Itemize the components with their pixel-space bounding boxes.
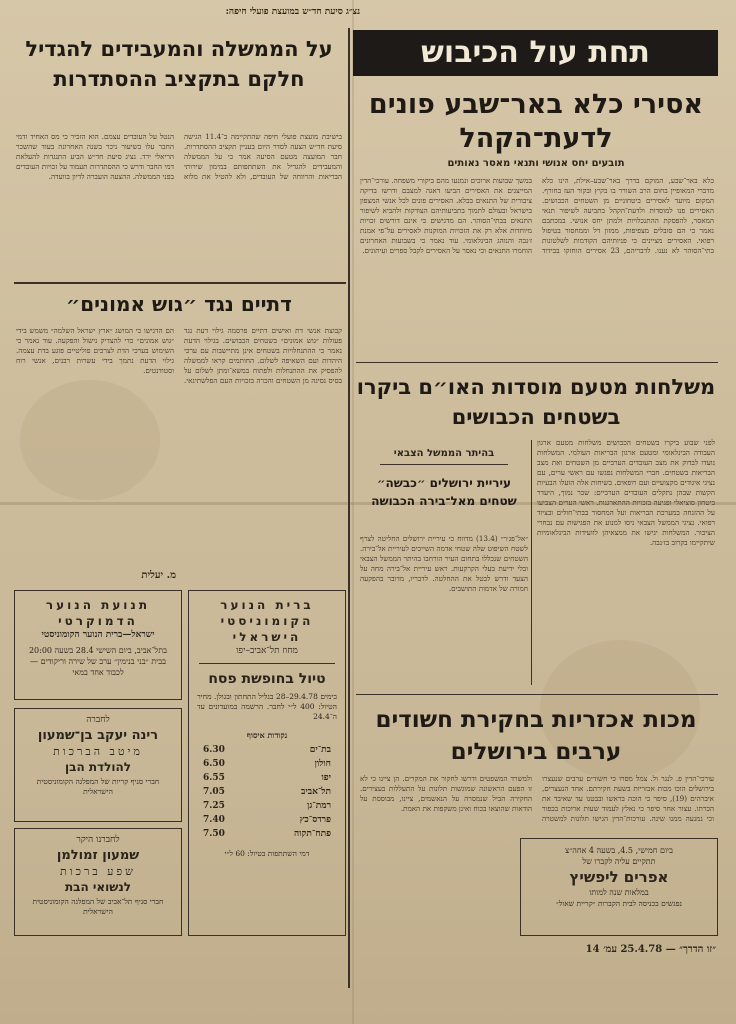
headline-prisoners: אסירי כלא באר־שבע פונים לדעת־הקהל bbox=[368, 89, 704, 154]
article-prisoners-body: כלא באר־שבע, המוקם בדרך באר־שבע–אילת, הינו כלא מדברי המאופיין בחום הרב השורר בו בקיץ ובקור העז בחורף. המקום מיועד לאסירים ביטחוניים מן השטחים הכבושים. האסירים פנו למוסדות ולדעת־הקהל בתביעה לשיפור תנאי המאסר, להפסקת ההתנכלויות ולמתן יחס אנושי. במכתבם נאמר כי הם סובלים מצפיפות, ממזון דל וממחסור בטיפול רפואי. האסירים מציינים כי פניותיהם הקודמות לשלטונות בתי־הסוהר לא נענו. לדבריהם, 23 אסירים הוחזקו בבידוד במשך שבועות ארוכים ונמנעו מהם ביקורי משפחה. עורכי־הדין המייצגים את האסירים הביעו דאגה למצבם ודרשו בדיקה ציבורית של התנאים בכלא. האסירים פונים לכל אנשי המצפון בישראל ובעולם לתמוך בתביעותיהם הצודקות ולהביא לשיפור התנאים בבתי־הסוהר. הם מדגישים כי אינם דורשים זכויות מיוחדות אלא רק את הזכויות המוקנות לאסירים על־פי אמנת ז׳נבה והנוהג הבינלאומי. עוד נאמר כי בשבועות האחרונים הוחמרו התנאים וכי נאסר על האסירים לקבל ספרים ועיתונים. bbox=[360, 176, 714, 255]
schedule-place: חולון bbox=[314, 759, 331, 769]
ad-youth-movement bbox=[14, 590, 182, 700]
article-separator bbox=[356, 694, 718, 695]
memorial-notice bbox=[520, 838, 718, 936]
congrats1-to: לחברה bbox=[86, 715, 110, 725]
article-signature: מ. יעלית bbox=[141, 570, 176, 581]
congrats1-from: חברי סניף קריות של המפלגה הקומוניסטית הישראלית bbox=[36, 777, 160, 796]
brith-sub: מחוז תל־אביב–יפו bbox=[236, 646, 298, 656]
article-separator bbox=[14, 282, 346, 284]
article-religious-body: קבוצת אנשי דת ואישים דתיים פרסמה גילוי דעת נגד פעולות ״גוש אמונים״ בשטחים הכבושים. בגילוי הדעת נאמר כי ההתנחלויות בשטחים אינן מתיישבות עם ערכי היהדות ועם השאיפה לשלום. החותמים קראו לממשלה להפסיק את ההתנחלות ולפתוח במשא־ומתן לשלום על בסיס נסיגה מן השטחים והכרה בזכויות העם הפלשתינאי. הם הדגישו כי המושג ״ארץ ישראל השלמה״ משמש בידי ״גוש אמונים״ כדי להצדיק נישול והפקעה. עוד נאמר כי השימוש בערכי הדת לצרכים פוליטיים פוגע בדת עצמה. גילוי הדעת נתמך בידי עשרות רבנים, אנשי רוח וסטודנטים. bbox=[16, 326, 342, 385]
memorial-text2: במלאות שנה למותו bbox=[589, 888, 649, 897]
subhead-military-permit: בהיתר הממשל הצבאי bbox=[393, 448, 495, 459]
schedule-row bbox=[203, 785, 331, 799]
schedule-row bbox=[203, 827, 331, 841]
schedule-list bbox=[189, 741, 345, 843]
ad-congrats-wedding bbox=[14, 828, 182, 936]
schedule-time: 6.50 bbox=[203, 759, 225, 769]
schedule-time: 7.05 bbox=[203, 787, 225, 797]
article-separator bbox=[356, 362, 718, 363]
trip-text: בימים 29.4.78–28 בגליל התחתון ובגולן. מחיר הטיול: 400 ל״י לחבר. הרשמה במועדונים עד ה־24.4 bbox=[197, 692, 337, 721]
ad-congrats-birth bbox=[14, 708, 182, 822]
schedule-time: 7.50 bbox=[203, 829, 225, 839]
schedule-place: תל־אביב bbox=[301, 787, 331, 797]
fold-line bbox=[352, 0, 354, 1024]
trip-title: טיול בחופשת פסח bbox=[208, 671, 326, 687]
ad-communist-youth bbox=[188, 590, 346, 936]
youth-name: תנועת הנוער הדמוקרטי bbox=[45, 598, 151, 628]
memorial-date: ביום חמישי, 4.5, בשעה 4 אחה״צ bbox=[565, 846, 673, 855]
section-banner: תחת עול הכיבוש bbox=[353, 30, 718, 76]
congrats2-wish: שפע ברכות bbox=[60, 865, 136, 878]
schedule-time: 6.30 bbox=[203, 745, 225, 755]
headline-beatings: מכות אכזריות בחקירת חשודים ערבים בירושלים bbox=[375, 707, 697, 765]
congrats1-name: רינה יעקב בן־שמעון bbox=[37, 728, 159, 743]
schedule-row bbox=[203, 757, 331, 771]
congrats2-to: לחברנו היקר bbox=[76, 835, 120, 845]
top-strip-text: נצ״ג סיעת חד״ש במועצת פועלי חיפה: bbox=[225, 7, 360, 17]
congrats2-name: שמעון זמולמן bbox=[56, 848, 140, 863]
congrats2-from: חברי סניף תל־אביב של המפלגה הקומוניסטית הישראלית bbox=[32, 897, 164, 916]
schedule-note: דמי השתתפות בטיול: 60 ל״י bbox=[224, 849, 310, 858]
memorial-location: נפגשים בכניסה לבית הקברות ״קריית שאול״ bbox=[556, 899, 682, 908]
brith-name: ברית הנוער הקומוניסטי הישראלי bbox=[220, 598, 314, 644]
article-beatings-body: עורכי־הדין פ. לנגר ול. צמל מסרו כי חשודים ערבים שנעצרו בירושלים הוכו מכות אכזריות בשעת חקירתם. אחד הנעצרים, איברהים (19), סיפר כי הוכה בראשו ובבטנו עד שאיבד את הכרתו. עצור אחר סיפר כי נאלץ לעמוד שעות ארוכות בכפור וכי נמנעה ממנו שינה. עורכות־הדין הגישו תלונות למשטרה ולמשרד המשפטים ודרשו לחקור את המקרים. הן ציינו כי לא זו הפעם הראשונה שמוגשות תלונות על התעללות בעצירים. החקירה הביל שנמסרה על הנאשמים, ציינו, מבוססת על הודאות שהוצאו בכוח ואינן משקפות את האמת. bbox=[360, 774, 714, 823]
schedule-time: 6.55 bbox=[203, 773, 225, 783]
article-un-body: לפני שבוע ביקרו בשטחים הכבושים משלחות מטעם ארגון העבודה הבינלאומי ומטעם ארגון הבריאות העולמי. המשלחות נועדו לבדוק את מצב העובדים הערביים מן השטחים ואת מצב הבריאות בשטחים. חברי המשלחות נפגשו עם ראשי ערים, עם נציגי איגודים מקצועיים ועם רופאים. בשיחות אלה הועלו הבעיות הקשות שבהן נתקלים העובדים הערביים: שכר נמוך, היעדר ביטחון סוציאלי ופגיעה בזכויות ההתארגנות. ראשי הערים הצביעו על ההזנחה במערכת הבריאות ועל המחסור בבתי־חולים ובציוד רפואי. נציגי הממשל הצבאי ניסו למנוע את הפגישות עם נבחרי הציבור. המשלחות יגישו את ממצאיהן לוועידות הבינלאומיות שיתקיימו בקרוב בז׳נבה. bbox=[537, 438, 715, 547]
subhead-prisoners: תובעים יחס אנושי ותנאי מאסר נאותים bbox=[447, 158, 625, 169]
headline-religious: דתיים נגד ״גוש אמונים״ bbox=[66, 292, 292, 316]
congrats1-wish: מיטב הברכות bbox=[53, 745, 143, 758]
article-jerusalem-land-body: ״אל־פג׳ר״ (13.4) מדווח כי עיריית ירושלים החליטה לצרף לשטח השיפוט שלה שטחי אדמה השייכים לעיריית אל־בירה. השטחים שנכללו בתחום העיר הורחבו בהיתר הממשל הצבאי ובלי ידיעת בעלי הקרקעות. ראש עיריית אל־בירה מחה על הצעד ודרש לבטל את ההחלטה. לדבריו, מדובר בהפקעה חמורה של אדמות התושבים. bbox=[360, 534, 528, 593]
headline-jerusalem-land: עיריית ירושלים ״כבשה״ שטחים מאל־בירה הכבושה bbox=[371, 476, 517, 508]
subhead-rule bbox=[380, 464, 508, 465]
column-rule bbox=[531, 440, 532, 685]
schedule-title: נקודות איסוף bbox=[246, 730, 288, 740]
headline-budget: על הממשלה והמעבידים להגדיל חלקם בתקציב ההסתדרות bbox=[25, 37, 333, 91]
schedule-row bbox=[203, 799, 331, 813]
article-budget-body: בישיבת מועצת פועלי חיפה שהתקיימה ב־11.4 הגישה סיעת חד״ש הצעה לסדר היום בעניין תקציב ההסתדרות. חבר המועצה מטעם הסיעה אמר כי על הממשלה והמעבידים להגדיל את השתתפותם במימון שירותי הבריאות והרווחה של העובדים, ולא להטיל את מלוא הנטל על העובדים עצמם. הוא הזכיר כי מס האחיד ודמי החבר עלו בשיעור ניכר בשנה האחרונה בעוד שהשכר הריאלי ירד. נציג סיעת חד״ש הביע התנגדות להעלאת דמי החבר ודרש כי ההסתדרות תעמוד על זכויות העובדים בפני הממשלה. ההצעה הועברה לדיון בוועדה. bbox=[16, 132, 342, 181]
headline-un-delegations: משלחות מטעם מוסדות האו״ם ביקרו בשטחים הכבושים bbox=[356, 375, 716, 429]
schedule-place: פרדס־כץ bbox=[299, 815, 331, 825]
schedule-row bbox=[203, 771, 331, 785]
schedule-place: רמת־גן bbox=[307, 801, 331, 811]
youth-text: בתל־אביב, ביום השישי 28.4 בשעה 20:00 בבית ״בני בנימין״ ערב של שירה וריקודים — לכבוד אחד במאי bbox=[28, 646, 168, 677]
memorial-text: תתקיים עליה לקברו של bbox=[582, 857, 656, 866]
page-footer: ״זו הדרך״ — 25.4.78 עמ׳ 14 bbox=[585, 944, 716, 955]
schedule-place: פתח־תקוה bbox=[294, 829, 331, 839]
congrats1-event: להולדת הבן bbox=[65, 760, 131, 774]
schedule-time: 7.40 bbox=[203, 815, 225, 825]
congrats2-event: לנשואי הבת bbox=[64, 880, 132, 894]
schedule-row bbox=[203, 813, 331, 827]
schedule-time: 7.25 bbox=[203, 801, 225, 811]
schedule-place: בת־ים bbox=[309, 745, 331, 755]
memorial-name: אפרים ליפשיץ bbox=[569, 868, 669, 886]
schedule-row bbox=[203, 743, 331, 757]
youth-sub: ישראל—ברית הנוער הקומוניסטי bbox=[41, 630, 155, 640]
ad-divider bbox=[199, 663, 335, 664]
column-divider bbox=[348, 28, 350, 988]
schedule-place: יפו bbox=[321, 773, 331, 783]
